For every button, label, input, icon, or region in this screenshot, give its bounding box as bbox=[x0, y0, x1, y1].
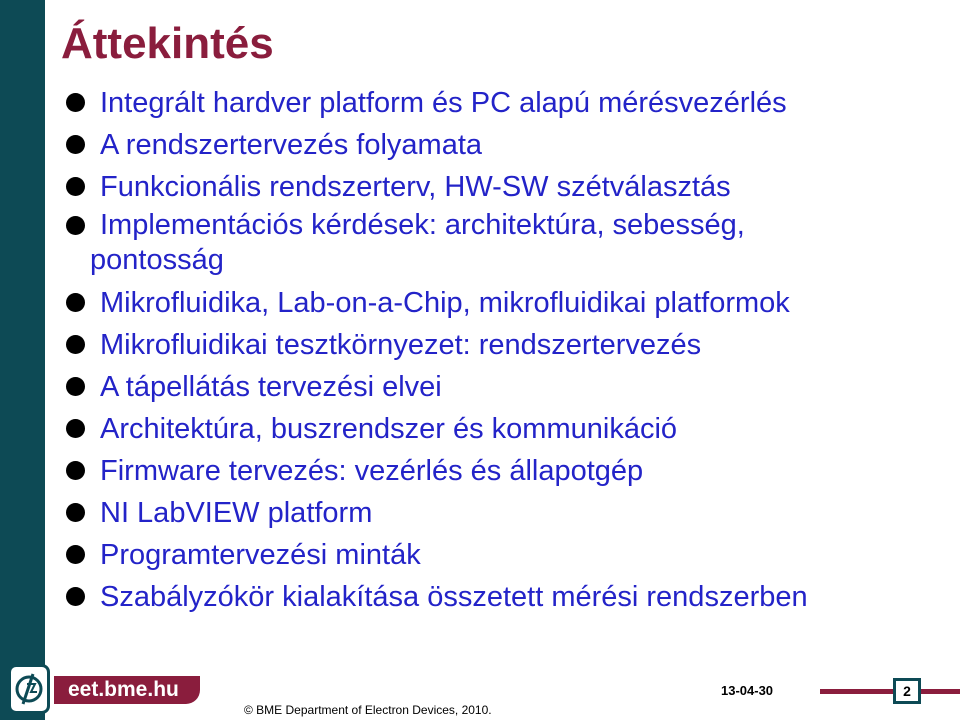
bullet-text: Funkcionális rendszerterv, HW-SW szétválasztás bbox=[100, 171, 731, 203]
left-sidebar-bar bbox=[0, 0, 45, 720]
bullet-dot-icon bbox=[66, 503, 85, 522]
bullet-dot-icon bbox=[66, 216, 85, 235]
bullet-item bbox=[60, 324, 940, 366]
bullet-dot-icon bbox=[66, 545, 85, 564]
bullet-text: Mikrofluidikai tesztkörnyezet: rendszertervezés bbox=[100, 329, 702, 361]
bullet-item bbox=[60, 166, 940, 208]
bullet-dot-icon bbox=[66, 335, 85, 354]
page-number: 2 bbox=[893, 678, 921, 704]
bullet-dot-icon bbox=[66, 587, 85, 606]
bullet-dot-icon bbox=[66, 93, 85, 112]
bullet-text: A rendszertervezés folyamata bbox=[100, 129, 483, 161]
bullet-dot-icon bbox=[66, 177, 85, 196]
bullet-text: Szabályzókör kialakítása összetett mérési rendszerben bbox=[100, 581, 808, 613]
bullet-text: Programtervezési minták bbox=[100, 539, 421, 571]
bullet-item bbox=[60, 124, 940, 166]
bullet-text: A tápellátás tervezési elvei bbox=[100, 371, 442, 403]
slide-date: 13-04-30 bbox=[721, 683, 774, 698]
bullet-item bbox=[60, 534, 940, 576]
bullet-text: Implementációs kérdések: architektúra, sebesség, bbox=[100, 209, 745, 241]
bullet-item bbox=[60, 492, 940, 534]
bullet-dot-icon bbox=[66, 293, 85, 312]
slide-title: Áttekintés bbox=[61, 19, 274, 68]
bullet-item bbox=[60, 82, 940, 124]
bullet-text: Integrált hardver platform és PC alapú mérésvezérlés bbox=[100, 87, 787, 119]
logo-glyph-icon bbox=[13, 670, 45, 708]
bullet-text: Mikrofluidika, Lab-on-a-Chip, mikrofluidikai platformok bbox=[100, 287, 790, 319]
footer-divider-line bbox=[820, 689, 960, 694]
bullet-text: NI LabVIEW platform bbox=[100, 497, 373, 529]
bullet-item bbox=[60, 366, 940, 408]
site-link[interactable]: eet.bme.hu bbox=[68, 678, 179, 701]
bullet-dot-icon bbox=[66, 377, 85, 396]
copyright-text: © BME Department of Electron Devices, 2010. bbox=[244, 703, 492, 717]
bullet-dot-icon bbox=[66, 135, 85, 154]
bullet-list bbox=[60, 82, 940, 618]
bullet-text-continuation: pontosság bbox=[90, 244, 224, 276]
bullet-item bbox=[60, 208, 860, 282]
bme-eet-logo-icon bbox=[8, 664, 50, 714]
bullet-dot-icon bbox=[66, 461, 85, 480]
bullet-item bbox=[60, 450, 940, 492]
bullet-text: Firmware tervezés: vezérlés és állapotgép bbox=[100, 455, 644, 487]
bullet-dot-icon bbox=[66, 419, 85, 438]
bullet-item bbox=[60, 576, 940, 618]
bullet-item bbox=[60, 282, 940, 324]
bullet-item bbox=[60, 408, 940, 450]
bullet-text: Architektúra, buszrendszer és kommunikáció bbox=[100, 413, 678, 445]
